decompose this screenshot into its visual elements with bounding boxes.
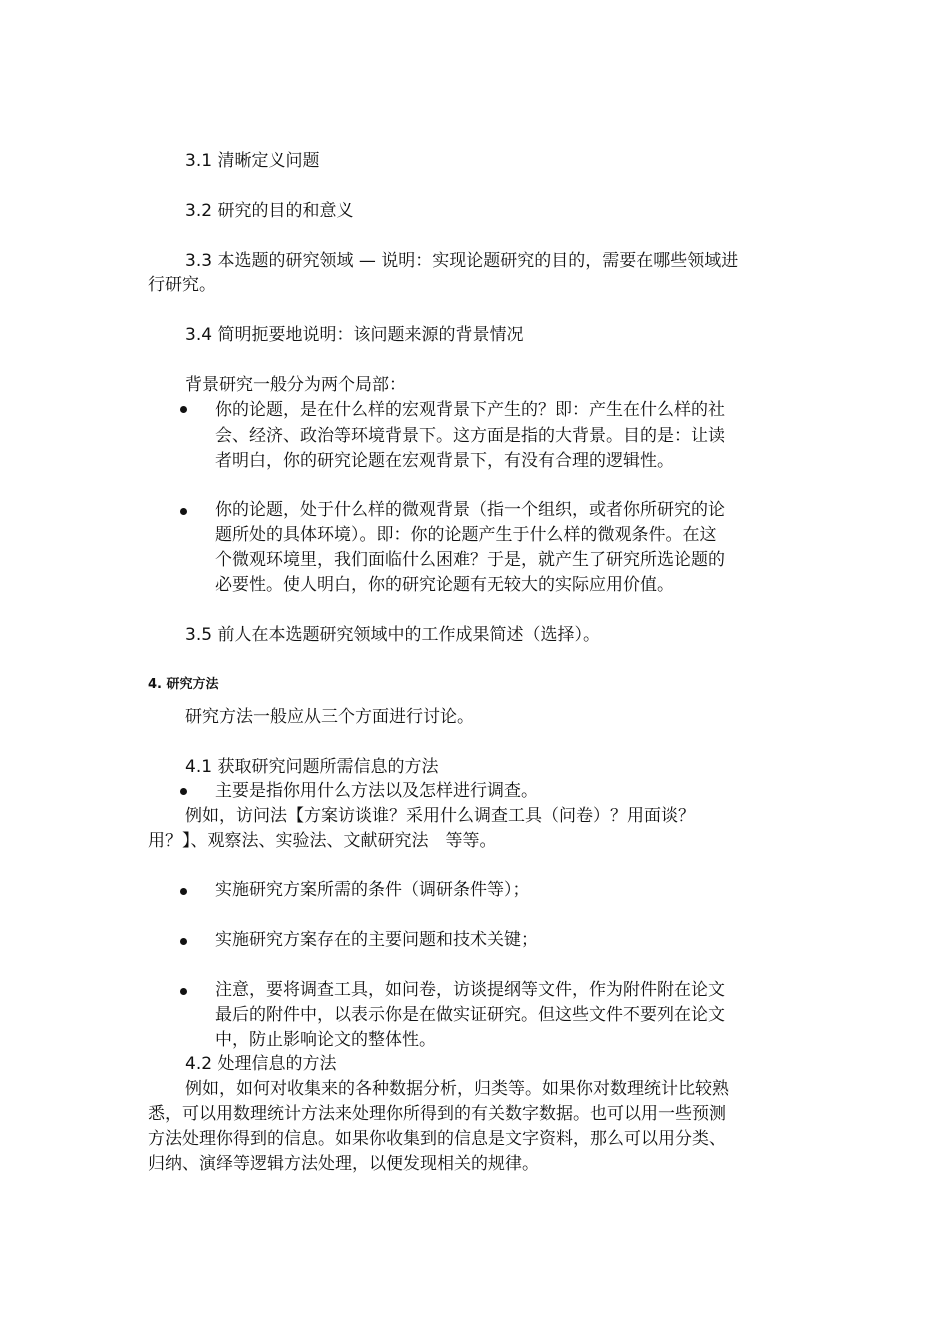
bullet-dot-icon <box>180 888 187 895</box>
heading-3-3-line2: 行研究。 <box>148 275 216 295</box>
heading-3-1: 3.1 清晰定义问题 <box>185 151 320 171</box>
bullet-dot-icon <box>180 508 187 515</box>
bullet-line: 实施研究方案存在的主要问题和技术关键； <box>215 930 538 950</box>
bullet-dot-icon <box>180 406 187 413</box>
paragraph-line: 归纳、演绎等逻辑方法处理，以便发现相关的规律。 <box>148 1154 539 1174</box>
bullet-dot-icon <box>180 938 187 945</box>
bullet-line: 中，防止影响论文的整体性。 <box>215 1030 436 1050</box>
bullet-dot-icon <box>180 788 187 795</box>
bullet-dot-icon <box>180 988 187 995</box>
paragraph-line: 例如，如何对收集来的各种数据分析，归类等。如果你对数理统计比较熟 <box>185 1079 729 1099</box>
heading-3-4: 3.4 简明扼要地说明：该问题来源的背景情况 <box>185 325 524 345</box>
bullet-line: 最后的附件中，以表示你是在做实证研究。但这些文件不要列在论文 <box>215 1005 725 1025</box>
bullet-line: 主要是指你用什么方法以及怎样进行调查。 <box>215 781 538 801</box>
bullet-line: 题所处的具体环境）。即：你的论题产生于什么样的微观条件。在这 <box>215 525 717 545</box>
paragraph-line: 方法处理你得到的信息。如果你收集到的信息是文字资料，那么可以用分类、 <box>148 1129 726 1149</box>
bullet-line: 者明白，你的研究论题在宏观背景下，有没有合理的逻辑性。 <box>215 451 674 471</box>
heading-3-5: 3.5 前人在本选题研究领域中的工作成果简述（选择）。 <box>185 625 600 645</box>
bullet-line: 你的论题，是在什么样的宏观背景下产生的？即：产生在什么样的社 <box>215 400 725 420</box>
paragraph-line: 悉，可以用数理统计方法来处理你所得到的有关数字数据。也可以用一些预测 <box>148 1104 726 1124</box>
heading-3-3-line1: 3.3 本选题的研究领域 — 说明：实现论题研究的目的，需要在哪些领域进 <box>185 251 739 271</box>
heading-3-2: 3.2 研究的目的和意义 <box>185 201 354 221</box>
example-line-1: 例如，访问法【方案访谈谁？采用什么调查工具（问卷）？用面谈？ <box>185 806 695 826</box>
background-intro: 背景研究一般分为两个局部： <box>185 375 406 395</box>
heading-4-2: 4.2 处理信息的方法 <box>185 1054 337 1074</box>
example-line-2: 用？】、观察法、实验法、文献研究法 等等。 <box>148 831 497 851</box>
bullet-line: 必要性。使人明白，你的研究论题有无较大的实际应用价值。 <box>215 575 674 595</box>
heading-4-research-methods: 4. 研究方法 <box>148 677 219 692</box>
bullet-line: 注意，要将调查工具，如问卷，访谈提纲等文件，作为附件附在论文 <box>215 980 725 1000</box>
bullet-line: 个微观环境里，我们面临什么困难？于是，就产生了研究所选论题的 <box>215 550 725 570</box>
bullet-line: 实施研究方案所需的条件（调研条件等）； <box>215 880 530 900</box>
section-4-intro: 研究方法一般应从三个方面进行讨论。 <box>185 707 474 727</box>
bullet-line: 会、经济、政治等环境背景下。这方面是指的大背景。目的是：让读 <box>215 426 725 446</box>
bullet-line: 你的论题，处于什么样的微观背景（指一个组织，或者你所研究的论 <box>215 500 725 520</box>
heading-4-1: 4.1 获取研究问题所需信息的方法 <box>185 757 439 777</box>
